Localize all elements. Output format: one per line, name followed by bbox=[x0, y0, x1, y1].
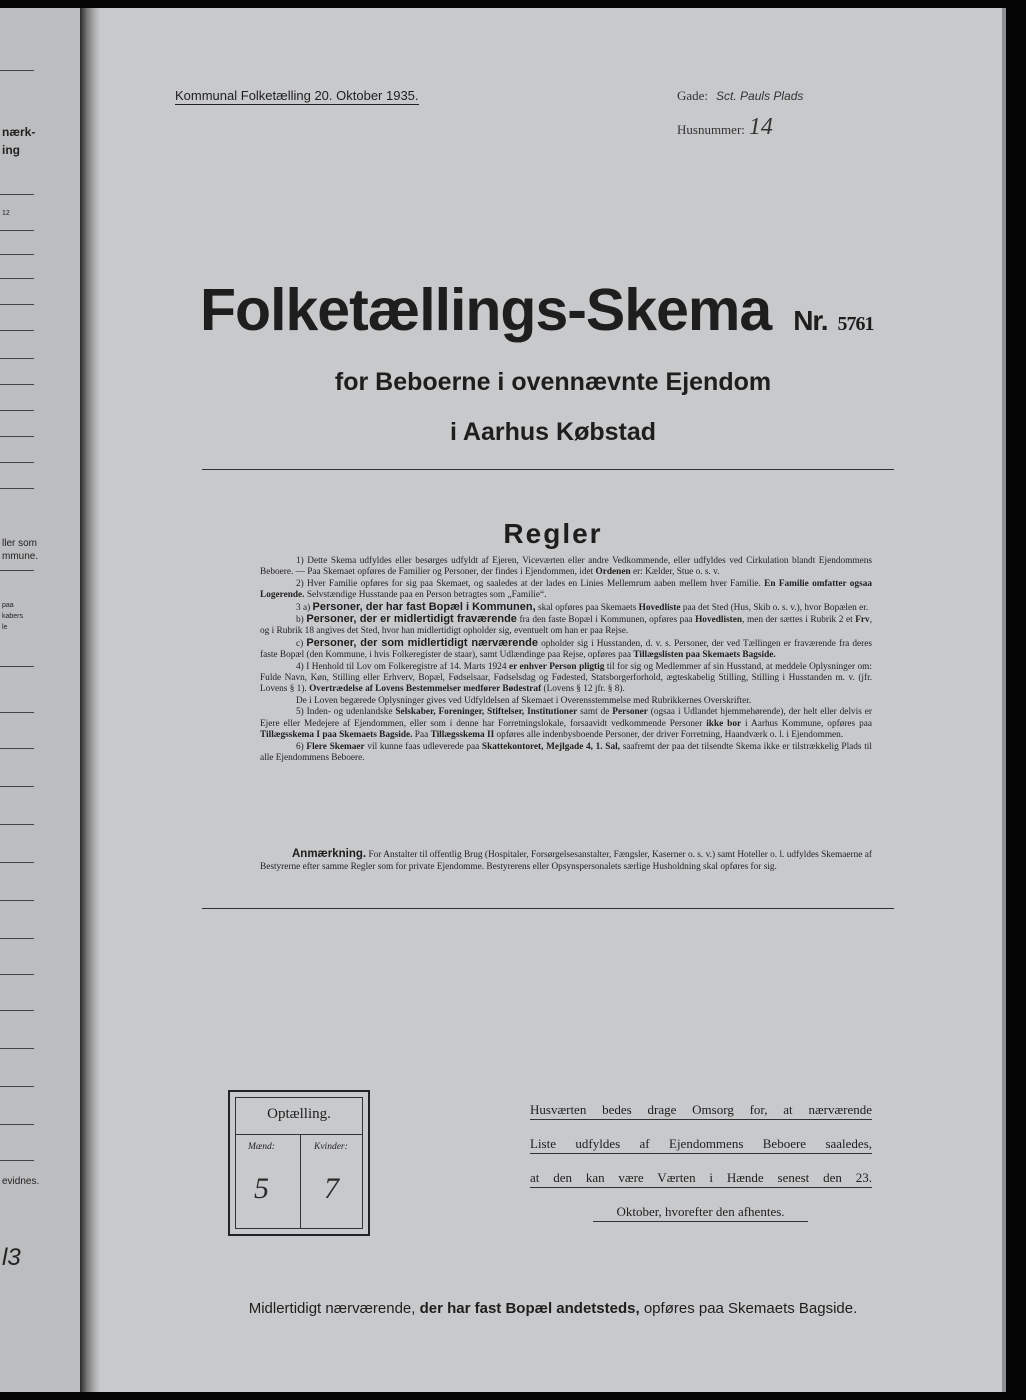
men-count: 5 bbox=[254, 1172, 269, 1205]
notice-line: Liste udfyldes af Ejendommens Beboere saaledes, bbox=[530, 1134, 872, 1154]
left-rule bbox=[0, 384, 34, 385]
left-rule bbox=[0, 278, 34, 279]
notice-line: at den kan være Værten i Hænde senest den 23. bbox=[530, 1168, 872, 1188]
women-label: Kvinder: bbox=[314, 1142, 348, 1152]
annotation-text: For Anstalter til offentlig Brug (Hospitaler, Forsørgelsesanstalter, Fængsler, Kaserner o. s. v.) samt Hoteller o. l. udfyldes Skemaerne af Bestyrerne efter samme Regler som for private Ejendomme. Bestyrerens eller Opsynspersonalets særlige Husholdning skal opføres for sig. bbox=[260, 850, 872, 872]
men-label: Mænd: bbox=[248, 1142, 275, 1152]
census-title: Kommunal Folketælling 20. Oktober 1935. bbox=[175, 88, 419, 103]
left-rule bbox=[0, 358, 34, 359]
left-rule bbox=[0, 712, 34, 713]
left-rule bbox=[0, 410, 34, 411]
left-rule bbox=[0, 1048, 34, 1049]
form-title-main: Folketællings-Skema bbox=[200, 277, 772, 343]
rule-3c: c) Personer, der som midlertidigt nærværende opholder sig i Husstanden, d. v. s. Personer, der ved Tællingen er fraværende fra deres faste Bopæl (den Kommune, i hvis Folkeregister de staar), samt Udlændinge paa Rejse, opføres paa Tillægslisten paa Skemaets Bagside. bbox=[260, 636, 873, 661]
house-number-label: Husnummer: bbox=[677, 122, 745, 137]
rules-heading: Regler bbox=[503, 518, 603, 549]
notice-line: Oktober, hvorefter den afhentes. bbox=[593, 1202, 808, 1222]
street-line bbox=[677, 88, 803, 104]
form-subtitle: for Beboerne i ovennævnte Ejendom bbox=[334, 368, 772, 396]
rules-text bbox=[260, 556, 872, 764]
left-rule bbox=[0, 666, 34, 667]
left-rule bbox=[0, 330, 34, 331]
left-rule bbox=[0, 570, 34, 571]
left-rule bbox=[0, 974, 34, 975]
book-gutter bbox=[80, 8, 100, 1392]
left-fragment: 12 bbox=[2, 210, 10, 217]
house-number-line bbox=[677, 114, 773, 141]
left-fragment: ller som bbox=[2, 538, 38, 549]
rule-4: 4) I Henhold til Lov om Folkeregistre af 14. Marts 1924 er enhver Person pligtig til for sig og Medlemmer af sin Husstand, at meddele Oplysninger om: Fulde Navn, Køn, Stilling eller Erhverv, Bopæl, Fødselsaar, Fødselsdag og Fødested, Statsborgerforhold, ægteskabelig Stilling, Stilling i Husstanden m. v. (jfr. Lovens § 1). Overtrædelse af Lovens Bestemmelser medfører Bødestraf (Lovens § 12 jfr. § 8). bbox=[260, 661, 872, 695]
census-form-page bbox=[100, 8, 1006, 1392]
left-fragment: evidnes. bbox=[2, 1176, 40, 1187]
rule-3b: b) Personer, der er midlertidigt fraværende fra den faste Bopæl i Kommunen, opføres paa Hovedlisten, men der sættes i Rubrik 2 et Frv, og i Rubrik 18 angives det Sted, hvor han midlertidigt opholder sig, eventuelt om han er paa Rejse. bbox=[260, 613, 873, 637]
landlord-notice bbox=[530, 1100, 872, 1236]
left-fragment: mmune. bbox=[2, 551, 39, 562]
left-rule bbox=[0, 462, 34, 463]
left-rule bbox=[0, 230, 34, 231]
rule-2: 2) Hver Familie opføres for sig paa Skemaet, og saaledes at der lades en Linies Mellemrum aaben mellem hver Familie. En Familie omfatter ogsaa Logerende. Selvstændige Husstande paa en Person betragtes som „Familie“. bbox=[260, 578, 872, 601]
left-rule bbox=[0, 862, 34, 863]
left-rule bbox=[0, 900, 34, 901]
left-rule bbox=[0, 254, 34, 255]
rule-1: 1) Dette Skema udfyldes eller besørges udfyldt af Ejeren, Viceværten eller andre Vedkommende, eller udfyldes ved Cirkulation blandt Ejendommens Beboere. — Paa Skemaet opføres de Familier og Personer, der findes i Ejendommen, idet Ordenen er: Kælder, Stue o. s. v. bbox=[260, 556, 872, 578]
rule-6: 6) Flere Skemaer vil kunne faas udleverede paa Skattekontoret, Mejlgade 4, 1. Sal, saafremt der paa det tilsendte Skema ikke er tilstrækkelig Plads til alle Ejendommens Beboere. bbox=[260, 741, 872, 763]
street-value: Sct. Pauls Plads bbox=[716, 89, 804, 103]
rule-3a: 3 a) Personer, der har fast Bopæl i Kommunen, skal opføres paa Skemaets Hovedliste paa det Sted (Hus, Skib o. s. v.), hvor Bopælen er. bbox=[296, 600, 869, 613]
rule-5: 5) Inden- og udenlandske Selskaber, Foreninger, Stiftelser, Institutioner samt de Personer (ogsaa i Udlandet hjemmehørende), der helt eller delvis er Ejere eller Medejere af Ejendommen, eller som i denne har Forretningslokale, forsaavidt vedkommende Personer ikke bor i Aarhus Kommune, opføres paa Tillægsskema I paa Skemaets Bagside. Paa Tillægsskema II opføres alle indenbysboende Personer, der driver Forretning, Haandværk o. l. i Ejendommen. bbox=[260, 707, 872, 741]
left-fragment: paa bbox=[2, 602, 14, 609]
count-box-rule bbox=[236, 1134, 362, 1135]
form-location: i Aarhus Købstad bbox=[449, 418, 657, 446]
page-edge bbox=[1002, 8, 1006, 1392]
footer-note: Midlertidigt nærværende, der har fast Bopæl andetsteds, opføres paa Skemaets Bagside. bbox=[248, 1300, 858, 1317]
left-fragment: nærk- bbox=[2, 125, 36, 139]
left-rule bbox=[0, 1010, 34, 1011]
left-rule bbox=[0, 1086, 34, 1087]
annotation-note bbox=[260, 848, 872, 873]
left-rule bbox=[0, 786, 34, 787]
form-title bbox=[200, 276, 874, 344]
count-box-divider bbox=[300, 1134, 301, 1228]
left-fragment: ing bbox=[2, 143, 20, 157]
divider bbox=[202, 469, 894, 470]
left-rule bbox=[0, 304, 34, 305]
form-number-value: 5761 bbox=[837, 313, 874, 335]
count-box-title: Optælling. bbox=[267, 1106, 331, 1122]
left-fragment: kabers bbox=[2, 613, 24, 620]
left-rule bbox=[0, 748, 34, 749]
left-facing-page bbox=[0, 8, 80, 1392]
left-fragment: le bbox=[2, 624, 8, 631]
left-rule bbox=[0, 824, 34, 825]
left-rule bbox=[0, 194, 34, 195]
left-rule bbox=[0, 70, 34, 71]
count-box-inner bbox=[235, 1097, 363, 1229]
left-rule bbox=[0, 1160, 34, 1161]
left-rule bbox=[0, 436, 34, 437]
count-box bbox=[228, 1090, 370, 1236]
left-rule bbox=[0, 938, 34, 939]
left-rule bbox=[0, 488, 34, 489]
form-number-label: Nr. bbox=[793, 305, 828, 336]
notice-line: Husværten bedes drage Omsorg for, at nærværende bbox=[530, 1100, 872, 1120]
annotation-label: Anmærkning. bbox=[292, 848, 367, 860]
house-number-value: 14 bbox=[748, 114, 773, 140]
street-label: Gade: bbox=[677, 88, 709, 103]
women-count: 7 bbox=[324, 1172, 339, 1205]
left-handwritten-fragment: l3 bbox=[2, 1244, 21, 1271]
left-rule bbox=[0, 1124, 34, 1125]
rule-4-note: De i Loven begærede Oplysninger gives ved Udfyldelsen af Skemaet i Overensstemmelse med Rubrikkernes Overskrifter. bbox=[296, 695, 752, 706]
divider bbox=[202, 908, 894, 909]
